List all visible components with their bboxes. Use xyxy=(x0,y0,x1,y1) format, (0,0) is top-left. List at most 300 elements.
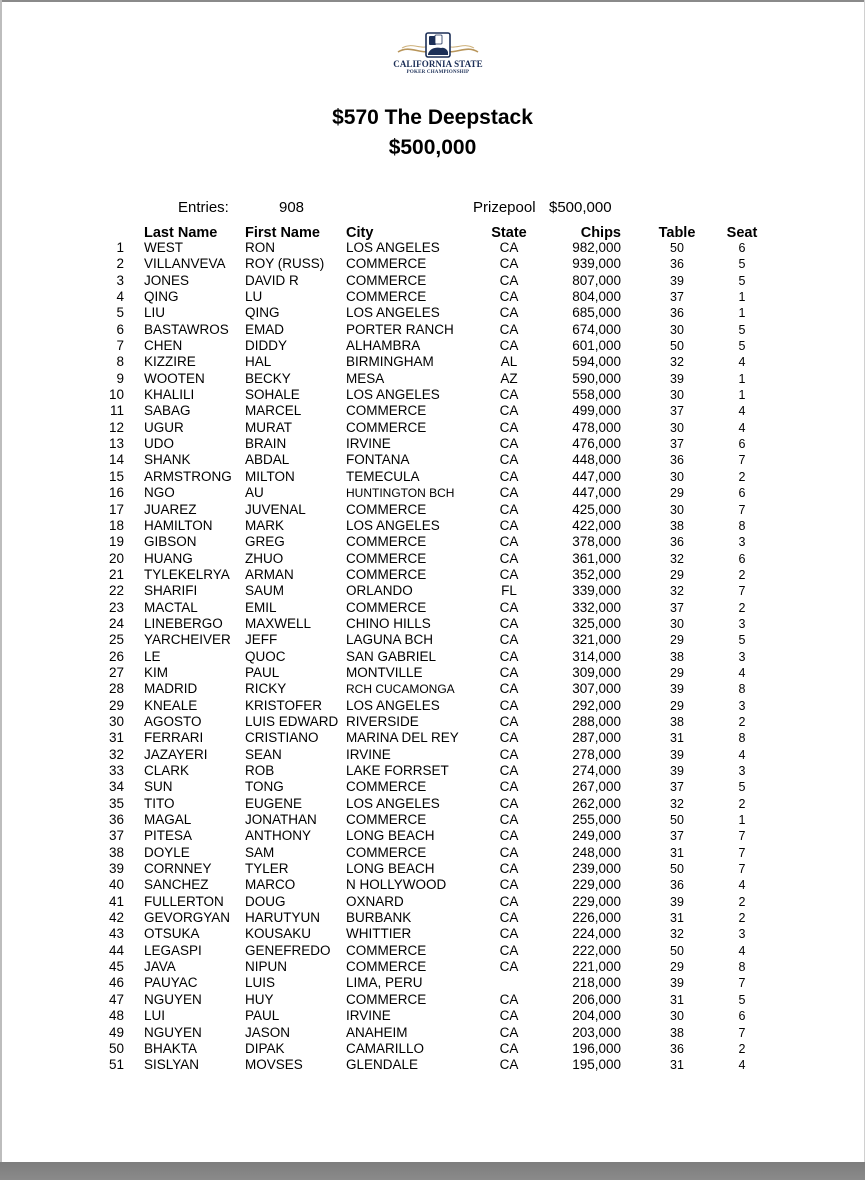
last-name-cell: SHANK xyxy=(144,452,191,468)
seat-number-cell: 5 xyxy=(738,273,746,288)
last-name-cell: SABAG xyxy=(144,403,191,419)
state-cell: CA xyxy=(499,403,519,419)
city-cell: GLENDALE xyxy=(346,1057,419,1073)
table-number-cell: 50 xyxy=(670,813,684,828)
state-cell: CA xyxy=(499,664,519,680)
last-name-cell: BASTAWROS xyxy=(144,321,229,337)
last-name-cell: KNEALE xyxy=(144,697,198,713)
table-row xyxy=(0,354,865,370)
chips-cell: 807,000 xyxy=(572,272,621,288)
column-header-city: City xyxy=(346,225,374,241)
chips-cell: 309,000 xyxy=(572,664,621,680)
seat-number-cell: 4 xyxy=(738,1058,746,1073)
city-cell: LOS ANGELES xyxy=(346,795,440,811)
last-name-cell: GIBSON xyxy=(144,534,197,550)
chips-cell: 601,000 xyxy=(572,338,621,354)
table-row xyxy=(0,992,865,1008)
city-cell: WHITTIER xyxy=(346,926,412,942)
city-cell: COMMERCE xyxy=(346,419,427,435)
state-cell: CA xyxy=(499,910,519,926)
first-name-cell: DOUG xyxy=(245,893,286,909)
state-cell: CA xyxy=(499,779,519,795)
table-number-cell: 32 xyxy=(670,927,684,942)
table-row xyxy=(0,240,865,256)
city-cell: CHINO HILLS xyxy=(346,615,431,631)
last-name-cell: SISLYAN xyxy=(144,1057,200,1073)
rank-cell: 2 xyxy=(116,256,124,272)
city-cell: ANAHEIM xyxy=(346,1024,408,1040)
city-cell: LOS ANGELES xyxy=(346,517,440,533)
city-cell: LOS ANGELES xyxy=(346,305,440,321)
chips-cell: 325,000 xyxy=(572,615,621,631)
first-name-cell: SAM xyxy=(245,844,275,860)
state-cell: CA xyxy=(499,566,519,582)
rank-cell: 42 xyxy=(108,910,124,926)
table-row xyxy=(0,469,865,485)
first-name-cell: KRISTOFER xyxy=(245,697,323,713)
table-row xyxy=(0,714,865,730)
seat-number-cell: 4 xyxy=(738,747,746,762)
first-name-cell: RON xyxy=(245,240,275,255)
seat-number-cell: 2 xyxy=(738,714,746,729)
rank-cell: 11 xyxy=(109,403,124,419)
table-row xyxy=(0,600,865,616)
state-cell: CA xyxy=(499,730,519,746)
state-cell: CA xyxy=(499,321,519,337)
chips-cell: 339,000 xyxy=(572,583,621,599)
seat-number-cell: 7 xyxy=(738,829,746,844)
seat-number-cell: 8 xyxy=(738,682,746,697)
city-cell: MONTVILLE xyxy=(346,664,423,680)
seat-number-cell: 5 xyxy=(738,322,746,337)
first-name-cell: ABDAL xyxy=(245,452,290,468)
state-cell: CA xyxy=(499,272,519,288)
rank-cell: 33 xyxy=(108,763,124,778)
chips-cell: 196,000 xyxy=(572,1040,621,1056)
table-row xyxy=(0,747,865,763)
first-name-cell: ZHUO xyxy=(245,550,284,566)
page-bottom-bar xyxy=(0,1162,865,1200)
rank-cell: 16 xyxy=(108,485,124,501)
city-cell: COMMERCE xyxy=(346,256,427,272)
first-name-cell: SEAN xyxy=(245,746,282,762)
first-name-cell: AU xyxy=(245,485,264,501)
rank-cell: 27 xyxy=(108,664,124,680)
table-number-cell: 38 xyxy=(670,518,684,533)
table-number-cell: 29 xyxy=(670,633,684,648)
first-name-cell: KOUSAKU xyxy=(245,926,312,942)
seat-number-cell: 5 xyxy=(738,257,746,272)
table-row xyxy=(0,959,865,975)
city-cell: FONTANA xyxy=(346,452,410,468)
first-name-cell: EMIL xyxy=(245,599,277,615)
rank-cell: 25 xyxy=(108,632,124,648)
table-row xyxy=(0,534,865,550)
last-name-cell: MAGAL xyxy=(144,812,192,828)
first-name-cell: JASON xyxy=(245,1024,291,1040)
seat-number-cell: 4 xyxy=(738,665,746,680)
event-title: $570 The Deepstack xyxy=(332,106,533,129)
table-number-cell: 31 xyxy=(670,1058,684,1073)
city-cell: LAGUNA BCH xyxy=(346,632,434,648)
chips-cell: 224,000 xyxy=(572,926,621,942)
first-name-cell: LU xyxy=(245,289,263,305)
chips-cell: 378,000 xyxy=(572,534,621,550)
table-number-cell: 39 xyxy=(670,682,684,697)
chips-cell: 476,000 xyxy=(572,436,621,452)
first-name-cell: MILTON xyxy=(245,468,295,484)
rank-cell: 9 xyxy=(116,370,124,386)
rank-cell: 13 xyxy=(108,436,124,452)
city-cell: LONG BEACH xyxy=(346,828,435,844)
city-cell: LOS ANGELES xyxy=(346,387,440,403)
state-cell: CA xyxy=(499,991,519,1007)
table-row xyxy=(0,305,865,321)
state-cell: CA xyxy=(499,893,519,909)
table-row xyxy=(0,910,865,926)
state-cell: CA xyxy=(499,419,519,435)
table-row xyxy=(0,485,865,501)
table-row xyxy=(0,779,865,795)
city-cell: N HOLLYWOOD xyxy=(346,877,447,893)
seat-number-cell: 2 xyxy=(738,600,746,615)
table-row xyxy=(0,371,865,387)
city-cell: COMMERCE xyxy=(346,942,427,958)
table-number-cell: 36 xyxy=(670,453,684,468)
state-cell: CA xyxy=(499,713,519,729)
first-name-cell: QUOC xyxy=(245,648,286,664)
state-cell: CA xyxy=(499,468,519,484)
table-number-cell: 31 xyxy=(670,731,684,746)
last-name-cell: SUN xyxy=(144,779,173,795)
prizepool-label: Prizepool xyxy=(473,199,536,216)
state-cell: CA xyxy=(499,338,519,354)
table-number-cell: 50 xyxy=(670,943,684,958)
state-cell: CA xyxy=(499,534,519,550)
city-cell: RCH CUCAMONGA xyxy=(346,682,455,697)
table-number-cell: 39 xyxy=(670,894,684,909)
table-row xyxy=(0,796,865,812)
state-cell: CA xyxy=(499,828,519,844)
rank-cell: 50 xyxy=(108,1040,124,1056)
first-name-cell: GREG xyxy=(245,534,285,550)
table-number-cell: 31 xyxy=(670,911,684,926)
table-number-cell: 30 xyxy=(670,469,684,484)
first-name-cell: BECKY xyxy=(245,370,291,386)
city-cell: COMMERCE xyxy=(346,991,427,1007)
table-row xyxy=(0,763,865,779)
page-top-border xyxy=(0,0,865,2)
rank-cell: 4 xyxy=(116,289,124,305)
table-number-cell: 29 xyxy=(670,486,684,501)
rank-cell: 19 xyxy=(108,534,124,550)
table-number-cell: 37 xyxy=(670,600,684,615)
rank-cell: 6 xyxy=(116,321,124,337)
last-name-cell: FULLERTON xyxy=(144,893,224,909)
rank-cell: 28 xyxy=(108,681,124,697)
table-row xyxy=(0,894,865,910)
last-name-cell: NGO xyxy=(144,485,175,501)
city-cell: COMMERCE xyxy=(346,534,427,550)
table-number-cell: 38 xyxy=(670,1025,684,1040)
city-cell: LONG BEACH xyxy=(346,861,435,877)
chips-cell: 274,000 xyxy=(572,763,621,778)
table-row xyxy=(0,273,865,289)
state-cell: CA xyxy=(499,436,519,452)
chips-cell: 939,000 xyxy=(572,256,621,272)
state-cell: AL xyxy=(500,354,518,370)
chips-cell: 478,000 xyxy=(572,419,621,435)
rank-cell: 26 xyxy=(108,648,124,664)
state-cell: CA xyxy=(499,387,519,403)
last-name-cell: TYLEKELRYA xyxy=(144,566,230,582)
city-cell: COMMERCE xyxy=(346,501,427,517)
first-name-cell: RICKY xyxy=(245,681,287,697)
seat-number-cell: 3 xyxy=(738,649,746,664)
last-name-cell: VILLANVEVA xyxy=(144,256,226,272)
state-cell: CA xyxy=(499,1024,519,1040)
last-name-cell: LUI xyxy=(144,1008,166,1024)
first-name-cell: EMAD xyxy=(245,321,285,337)
column-header-first-name: First Name xyxy=(245,225,320,241)
column-header-last-name: Last Name xyxy=(144,225,218,241)
table-number-cell: 39 xyxy=(670,976,684,991)
seat-number-cell: 4 xyxy=(738,878,746,893)
rank-cell: 20 xyxy=(108,550,124,566)
last-name-cell: GEVORGYAN xyxy=(144,910,231,926)
seat-number-cell: 3 xyxy=(738,764,746,778)
event-prize: $500,000 xyxy=(388,136,477,159)
city-cell: OXNARD xyxy=(346,893,404,909)
first-name-cell: ROY (RUSS) xyxy=(245,256,325,272)
state-cell: CA xyxy=(499,632,519,648)
entries-label: Entries: xyxy=(178,199,229,216)
seat-number-cell: 2 xyxy=(738,911,746,926)
city-cell: COMMERCE xyxy=(346,566,427,582)
seat-number-cell: 3 xyxy=(738,927,746,942)
table-row xyxy=(0,649,865,665)
rank-cell: 45 xyxy=(108,959,124,975)
city-cell: COMMERCE xyxy=(346,812,427,828)
table-number-cell: 29 xyxy=(670,665,684,680)
state-cell: CA xyxy=(499,615,519,631)
last-name-cell: LEGASPI xyxy=(144,942,202,958)
seat-number-cell: 7 xyxy=(738,845,746,860)
last-name-cell: CLARK xyxy=(144,763,190,778)
rank-cell: 31 xyxy=(108,730,124,746)
state-cell: CA xyxy=(499,501,519,517)
table-number-cell: 29 xyxy=(670,567,684,582)
city-cell: IRVINE xyxy=(346,1008,391,1024)
last-name-cell: HUANG xyxy=(144,550,193,566)
first-name-cell: SAUM xyxy=(245,583,285,599)
city-cell: LOS ANGELES xyxy=(346,697,440,713)
table-number-cell: 38 xyxy=(670,649,684,664)
table-row xyxy=(0,338,865,354)
chips-cell: 314,000 xyxy=(572,648,621,664)
first-name-cell: ROB xyxy=(245,763,275,778)
last-name-cell: BHAKTA xyxy=(144,1040,198,1056)
rank-cell: 37 xyxy=(108,828,124,844)
seat-number-cell: 3 xyxy=(738,616,746,631)
rank-cell: 1 xyxy=(116,240,124,255)
last-name-cell: JAVA xyxy=(144,959,176,975)
chips-cell: 321,000 xyxy=(572,632,621,648)
prizepool-value: $500,000 xyxy=(549,199,612,216)
last-name-cell: LINEBERGO xyxy=(144,615,223,631)
last-name-cell: WOOTEN xyxy=(144,370,205,386)
city-cell: LAKE FORRSET xyxy=(346,763,449,778)
table-row xyxy=(0,616,865,632)
table-number-cell: 30 xyxy=(670,1009,684,1024)
seat-number-cell: 7 xyxy=(738,1025,746,1040)
seat-number-cell: 7 xyxy=(738,862,746,877)
first-name-cell: CRISTIANO xyxy=(245,730,319,746)
state-cell: CA xyxy=(499,240,519,255)
seat-number-cell: 2 xyxy=(738,469,746,484)
chips-cell: 248,000 xyxy=(572,844,621,860)
state-cell: CA xyxy=(499,452,519,468)
table-row xyxy=(0,828,865,844)
last-name-cell: YARCHEIVER xyxy=(144,632,231,648)
city-cell: BURBANK xyxy=(346,910,412,926)
last-name-cell: JUAREZ xyxy=(144,501,197,517)
table-number-cell: 50 xyxy=(670,862,684,877)
table-number-cell: 30 xyxy=(670,420,684,435)
chips-cell: 425,000 xyxy=(572,501,621,517)
last-name-cell: KIM xyxy=(144,664,169,680)
table-row xyxy=(0,681,865,697)
table-row xyxy=(0,730,865,746)
rank-cell: 8 xyxy=(116,354,124,370)
chips-cell: 590,000 xyxy=(572,370,621,386)
city-cell: RIVERSIDE xyxy=(346,713,419,729)
seat-number-cell: 2 xyxy=(738,894,746,909)
state-cell: CA xyxy=(499,697,519,713)
table-number-cell: 32 xyxy=(670,796,684,811)
chips-cell: 982,000 xyxy=(572,240,621,255)
chips-cell: 448,000 xyxy=(572,452,621,468)
city-cell: COMMERCE xyxy=(346,959,427,975)
seat-number-cell: 6 xyxy=(738,486,746,501)
chips-cell: 267,000 xyxy=(572,779,621,795)
chips-cell: 674,000 xyxy=(572,321,621,337)
seat-number-cell: 7 xyxy=(738,584,746,599)
rank-cell: 46 xyxy=(108,975,124,991)
seat-number-cell: 6 xyxy=(738,551,746,566)
rank-cell: 29 xyxy=(108,697,124,713)
first-name-cell: ARMAN xyxy=(245,566,294,582)
rank-cell: 35 xyxy=(108,795,124,811)
last-name-cell: MACTAL xyxy=(144,599,198,615)
seat-number-cell: 1 xyxy=(738,306,746,321)
rank-cell: 34 xyxy=(108,779,124,795)
table-row xyxy=(0,698,865,714)
first-name-cell: HUY xyxy=(245,991,274,1007)
seat-number-cell: 4 xyxy=(738,355,746,370)
seat-number-cell: 6 xyxy=(738,437,746,452)
last-name-cell: CHEN xyxy=(144,338,183,354)
city-cell: COMMERCE xyxy=(346,289,427,305)
table-row xyxy=(0,403,865,419)
table-number-cell: 37 xyxy=(670,780,684,795)
chips-cell: 278,000 xyxy=(572,746,621,762)
rank-cell: 23 xyxy=(108,599,124,615)
first-name-cell: MARCO xyxy=(245,877,296,893)
chips-cell: 229,000 xyxy=(572,893,621,909)
state-cell: CA xyxy=(499,681,519,697)
chips-cell: 447,000 xyxy=(572,485,621,501)
state-cell: CA xyxy=(499,861,519,877)
chips-cell: 499,000 xyxy=(572,403,621,419)
city-cell: SAN GABRIEL xyxy=(346,648,437,664)
first-name-cell: PAUL xyxy=(245,664,280,680)
first-name-cell: ANTHONY xyxy=(245,828,312,844)
state-cell: CA xyxy=(499,746,519,762)
seat-number-cell: 8 xyxy=(738,731,746,746)
chips-cell: 239,000 xyxy=(572,861,621,877)
first-name-cell: EUGENE xyxy=(245,795,303,811)
first-name-cell: MAXWELL xyxy=(245,615,312,631)
first-name-cell: HARUTYUN xyxy=(245,910,321,926)
seat-number-cell: 3 xyxy=(738,698,746,713)
rank-cell: 21 xyxy=(108,566,124,582)
seat-number-cell: 7 xyxy=(738,976,746,991)
chips-cell: 422,000 xyxy=(572,517,621,533)
first-name-cell: SOHALE xyxy=(245,387,300,403)
rank-cell: 12 xyxy=(108,419,124,435)
seat-number-cell: 1 xyxy=(738,290,746,305)
rank-cell: 49 xyxy=(108,1024,124,1040)
rank-cell: 43 xyxy=(108,926,124,942)
city-cell: COMMERCE xyxy=(346,844,427,860)
seat-number-cell: 2 xyxy=(738,796,746,811)
chips-cell: 195,000 xyxy=(572,1057,621,1073)
table-number-cell: 31 xyxy=(670,845,684,860)
chips-cell: 221,000 xyxy=(572,959,621,975)
table-number-cell: 30 xyxy=(670,322,684,337)
table-row xyxy=(0,943,865,959)
table-number-cell: 37 xyxy=(670,437,684,452)
rank-cell: 48 xyxy=(108,1008,124,1024)
chips-cell: 307,000 xyxy=(572,681,621,697)
state-cell: FL xyxy=(501,583,517,599)
last-name-cell: SHARIFI xyxy=(144,583,198,599)
table-row xyxy=(0,1057,865,1073)
chips-cell: 222,000 xyxy=(572,942,621,958)
first-name-cell: NIPUN xyxy=(245,959,288,975)
table-row xyxy=(0,420,865,436)
table-number-cell: 32 xyxy=(670,584,684,599)
state-cell: CA xyxy=(499,926,519,942)
rank-cell: 44 xyxy=(108,942,124,958)
bear-crest-icon xyxy=(388,30,488,62)
chips-cell: 447,000 xyxy=(572,468,621,484)
first-name-cell: PAUL xyxy=(245,1008,280,1024)
rank-cell: 47 xyxy=(108,991,124,1007)
city-cell: CAMARILLO xyxy=(346,1040,425,1056)
event-logo xyxy=(388,30,488,80)
city-cell: COMMERCE xyxy=(346,550,427,566)
chips-cell: 249,000 xyxy=(572,828,621,844)
rank-cell: 15 xyxy=(108,468,124,484)
rank-cell: 7 xyxy=(116,338,124,354)
chips-cell: 203,000 xyxy=(572,1024,621,1040)
table-row xyxy=(0,452,865,468)
table-number-cell: 38 xyxy=(670,714,684,729)
seat-number-cell: 5 xyxy=(738,780,746,795)
chips-cell: 685,000 xyxy=(572,305,621,321)
